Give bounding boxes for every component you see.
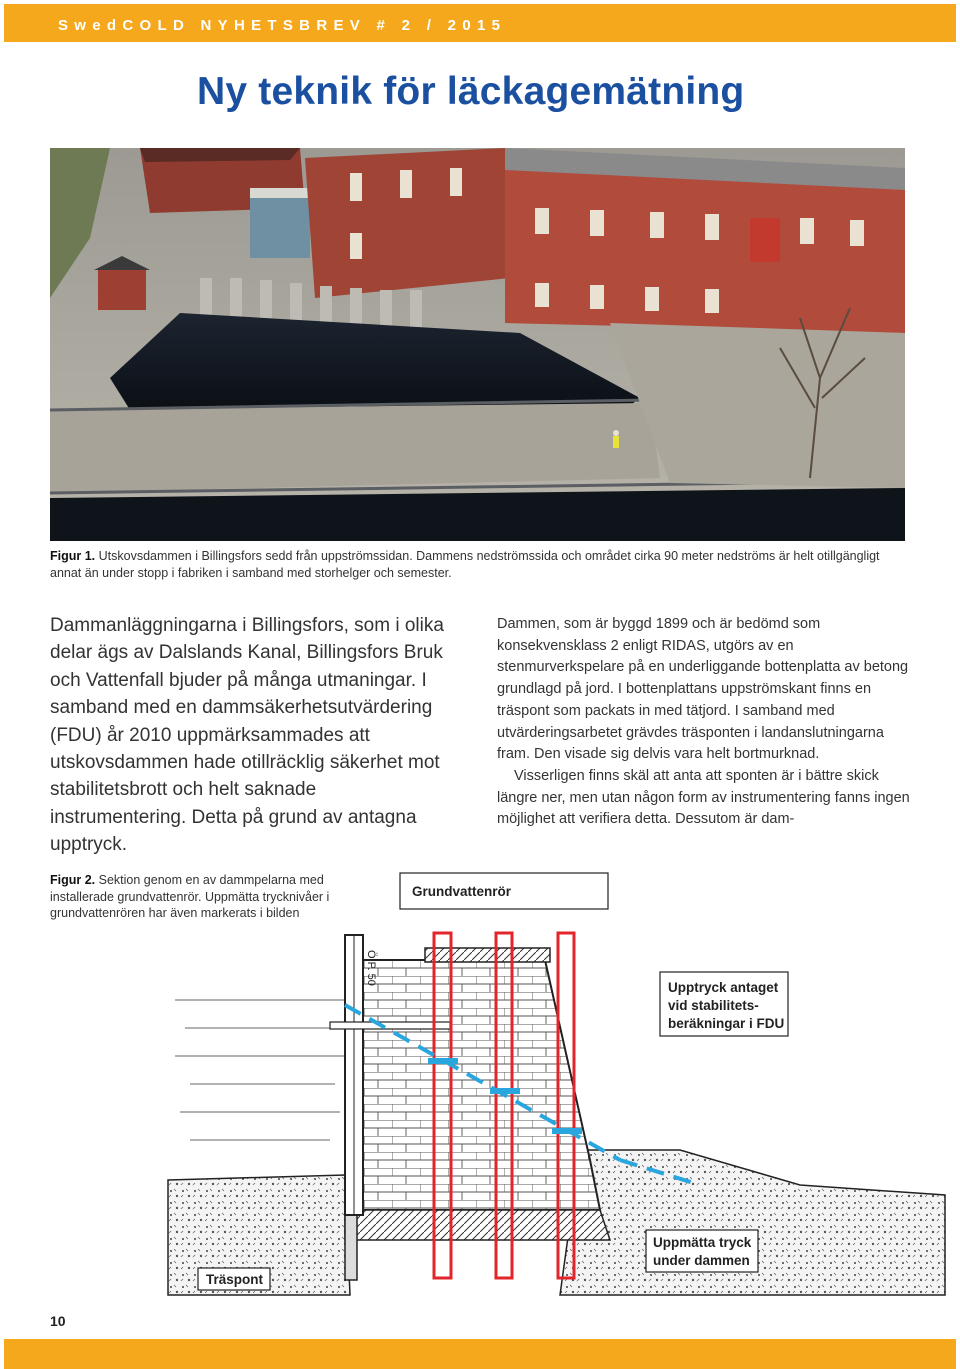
header-bar — [4, 4, 956, 42]
body-paragraph-1: Dammen, som är byggd 1899 och är bedömd som konsekvensklass 2 enligt RIDAS, utgörs av en stenmurverkspelare på en underliggande bottenplatta av betong grundlagd på jord. I bottenplattans uppströmskant finns en träspont som packats in med tätjord. I samband med utvärderingsarbetet grävdes träsponten i landanslutningarna fram. Den visade sig delvis vara helt bortmurknad. — [497, 616, 909, 763]
assumed-uplift-label-3: beräkningar i FDU — [668, 1016, 785, 1031]
figure1-caption-text: Utskovsdammen i Billingsfors sedd från uppströmssidan. Dammens nedströmssida och området cirka 90 meter nedströms är helt otillgängligt annat än under stopp i fabriken i samband med storhelger och semester. — [50, 549, 880, 580]
page-number: 10 — [50, 1313, 66, 1329]
dam-section-diagram — [150, 868, 950, 1308]
figure1-caption — [50, 548, 910, 582]
pole-mark-label: Ö.P. 50 — [365, 950, 377, 986]
measured-pressure-label-1: Uppmätta tryck — [653, 1235, 752, 1250]
assumed-uplift-label-2: vid stabilitets- — [668, 998, 759, 1013]
body-column — [497, 614, 915, 831]
dam-photo — [50, 148, 905, 541]
measured-pressure-marker-2 — [490, 1088, 520, 1094]
article-title: Ny teknik för läckagemätning — [197, 70, 745, 113]
sheet-pile-label: Träspont — [206, 1272, 264, 1287]
measured-pressure-label-2: under dammen — [653, 1253, 750, 1268]
figure1-label: Figur 1. — [50, 549, 96, 563]
body-paragraph-2: Visserligen finns skäl att anta att sponten är i bättre skick längre ner, men utan någon form av instrumentering fanns ingen möjlighet att verifiera detta. Dessutom är dam- — [497, 767, 910, 828]
newsletter-title: SwedCOLD NYHETSBREV # 2 / 2015 — [58, 17, 507, 34]
measured-pressure-marker-1 — [428, 1058, 458, 1064]
assumed-uplift-label-1: Upptryck antaget — [668, 980, 779, 995]
figure2-caption-text: Sektion genom en av dammpelarna med installerade grundvattenrör. Uppmätta trycknivåer i grundvattenrören har även markerats i bilden — [50, 873, 330, 920]
lead-paragraph — [50, 612, 455, 859]
groundwater-pipe-label: Grundvattenrör — [412, 884, 512, 899]
measured-pressure-marker-3 — [552, 1128, 582, 1134]
footer-bar — [4, 1339, 956, 1369]
figure2-label: Figur 2. — [50, 873, 96, 887]
lead-text: Dammanläggningarna i Billingsfors, som i olika delar ägs av Dalslands Kanal, Billingsfors Bruk och Vattenfall bjuder på många utmaningar. I samband med en dammsäkerhetsutvärdering (FDU) år 2010 uppmärksammades att utskovsdammen hade otillräcklig säkerhet mot stabilitetsbrott och helt saknade instrumentering. Detta på grund av antagna upptryck. — [50, 615, 444, 856]
